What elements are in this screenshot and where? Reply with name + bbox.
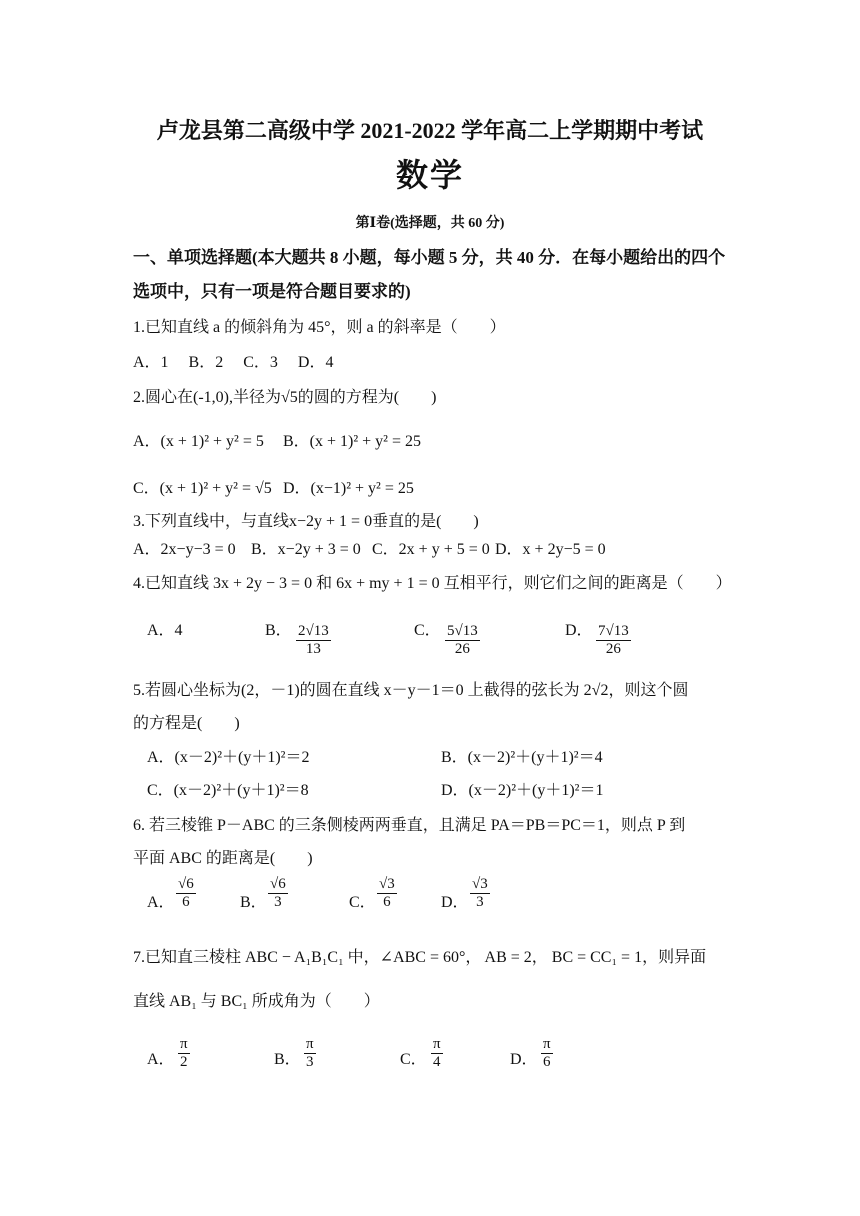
question-6-stem-line1: 6. 若三棱锥 P－ABC 的三条侧棱两两垂直，且满足 PA＝PB＝PC＝1，则点 P 到 (133, 817, 686, 834)
subject-title: 数学 (395, 157, 464, 193)
question-7-option-b-label: B． (274, 1051, 301, 1068)
question-5-option-d: D．(x－2)²＋(y＋1)²＝1 (441, 782, 604, 799)
question-4-option-c-fraction (445, 623, 480, 659)
question-7-option-b-fraction (304, 1036, 316, 1072)
question-2-option-c: C．(x + 1)² + y² = √5 (133, 480, 272, 497)
fraction-numerator: π (304, 1036, 316, 1054)
question-3-option-b: B．x−2y + 3 = 0 (251, 541, 361, 558)
question-6-stem-line2: 平面 ABC 的距离是( ) (133, 850, 313, 867)
question-7-stem-line1: 7.已知直三棱柱 ABC − A₁B₁C₁ 中，∠ABC = 60°， AB = 2， BC = CC₁ = 1，则异面 (133, 949, 707, 966)
question-7-option-c-label: C． (400, 1051, 427, 1068)
question-7-stem-line2: 直线 AB₁ 与 BC₁ 所成角为（ ） (133, 993, 380, 1010)
section-instruction-line2: 选项中，只有一项是符合题目要求的) (133, 282, 411, 301)
question-7-option-c-fraction (431, 1036, 443, 1072)
fraction-numerator: π (431, 1036, 443, 1054)
question-4-option-b-label: B． (265, 622, 292, 639)
fraction-denominator: 6 (182, 894, 190, 911)
question-7-option-d-fraction (541, 1036, 553, 1072)
question-3-option-c: C．2x + y + 5 = 0 (372, 541, 490, 558)
question-2-stem: 2.圆心在(-1,0),半径为√5的圆的方程为( ) (133, 389, 437, 406)
fraction-numerator: √6 (176, 876, 196, 894)
question-6-option-c-label: C． (349, 894, 376, 911)
question-5-stem-line1: 5.若圆心坐标为(2，－1)的圆在直线 x－y－1＝0 上截得的弦长为 2√2，则这个圆 (133, 682, 689, 699)
question-2-option-b: B．(x + 1)² + y² = 25 (283, 433, 421, 450)
fraction-denominator: 3 (476, 894, 484, 911)
section-instruction-line1: 一、单项选择题(本大题共 8 小题，每小题 5 分，共 40 分．在每小题给出的四个 (133, 248, 726, 267)
question-5-option-b: B．(x－2)²＋(y＋1)²＝4 (441, 749, 603, 766)
question-6-option-b-label: B． (240, 894, 267, 911)
question-5-option-c: C．(x－2)²＋(y＋1)²＝8 (147, 782, 309, 799)
question-6-option-d-fraction (470, 876, 490, 912)
question-4-stem: 4.已知直线 3x + 2y − 3 = 0 和 6x + my + 1 = 0 互相平行，则它们之间的距离是（ ） (133, 575, 732, 592)
question-6-option-b-fraction (268, 876, 288, 912)
question-4-option-d-fraction (596, 623, 631, 659)
question-7-option-a-fraction (178, 1036, 190, 1072)
fraction-denominator: 3 (306, 1054, 314, 1071)
question-6-option-d-label: D． (441, 894, 469, 911)
fraction-numerator: √6 (268, 876, 288, 894)
fraction-numerator: 7√13 (596, 623, 631, 641)
question-2-option-a: A．(x + 1)² + y² = 5 (133, 433, 264, 450)
question-5-option-a: A．(x－2)²＋(y＋1)²＝2 (147, 749, 310, 766)
question-3-stem: 3.下列直线中，与直线x−2y + 1 = 0垂直的是( ) (133, 513, 479, 530)
question-7-option-a-label: A． (147, 1051, 175, 1068)
question-4-option-c-label: C． (414, 622, 441, 639)
fraction-denominator: 2 (180, 1054, 188, 1071)
fraction-numerator: √3 (470, 876, 490, 894)
question-6-option-a-label: A． (147, 894, 175, 911)
question-6-option-a-fraction (176, 876, 196, 912)
question-4-option-b-fraction (296, 623, 331, 659)
question-1-stem: 1.已知直线 a 的倾斜角为 45°，则 a 的斜率是（ ） (133, 319, 506, 336)
question-2-option-d: D．(x−1)² + y² = 25 (283, 480, 414, 497)
exam-title: 卢龙县第二高级中学 2021-2022 学年高二上学期期中考试 (156, 118, 704, 143)
fraction-denominator: 6 (543, 1054, 551, 1071)
fraction-numerator: π (178, 1036, 190, 1054)
question-1-options: A．1 B．2 C．3 D．4 (133, 354, 334, 371)
question-3-option-d: D．x + 2y−5 = 0 (495, 541, 606, 558)
fraction-numerator: √3 (377, 876, 397, 894)
question-6-option-c-fraction (377, 876, 397, 912)
question-5-stem-line2: 的方程是( ) (133, 715, 240, 732)
question-7-option-d-label: D． (510, 1051, 538, 1068)
fraction-numerator: 2√13 (296, 623, 331, 641)
fraction-numerator: π (541, 1036, 553, 1054)
question-3-option-a: A．2x−y−3 = 0 (133, 541, 236, 558)
fraction-denominator: 26 (454, 641, 470, 658)
fraction-denominator: 6 (383, 894, 391, 911)
fraction-denominator: 3 (274, 894, 282, 911)
question-4-option-d-label: D． (565, 622, 593, 639)
fraction-denominator: 13 (305, 641, 321, 658)
volume-heading: 第Ⅰ卷(选择题，共 60 分) (355, 216, 505, 231)
fraction-denominator: 26 (605, 641, 621, 658)
question-4-option-a: A．4 (147, 622, 183, 639)
fraction-numerator: 5√13 (445, 623, 480, 641)
fraction-denominator: 4 (433, 1054, 441, 1071)
